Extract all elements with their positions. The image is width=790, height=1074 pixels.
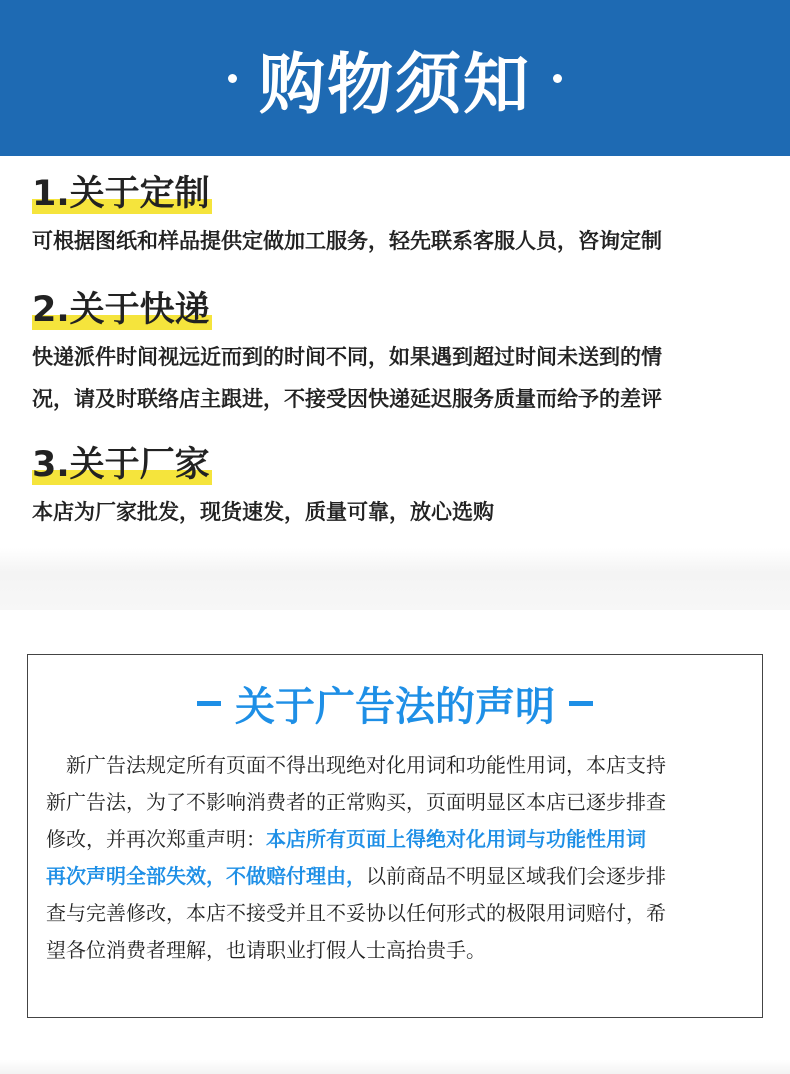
section-heading: 1.关于定制 (32, 174, 210, 214)
notice-text: 新广告法规定所有页面不得出现绝对化用词和功能性用词，本店支持 新广告法，为了不影响消费者的正常购买，页面明显区本店已逐步排查 修改，并再次郑重声明：本店所有页面上得绝对化用词与功能性用词 再次声明全部失效，不做赔付理由，以前商品不明显区域我们会逐步排 查与完善修改，本店不接受并且不妥协以任何形式的极限用词赔付，希 望各位消费者理解，也请职业打假人士高抬贵手。 (46, 747, 748, 969)
notice-line-3: 修改，并再次郑重声明：本店所有页面上得绝对化用词与功能性用词 (46, 827, 646, 851)
banner-title-group (228, 31, 562, 126)
page-title: 购物须知 (259, 45, 531, 123)
section-factory (32, 443, 762, 533)
dot-left-icon (228, 74, 237, 83)
section-delivery (32, 288, 762, 420)
emphasis-text: 再次声明全部失效，不做赔付理由， (46, 864, 366, 888)
section-text: 本店为厂家批发，现货速发，质量可靠，放心选购 (32, 500, 494, 524)
dash-right-icon (569, 701, 593, 706)
section-heading: 3.关于厂家 (32, 445, 210, 485)
section-custom (32, 172, 762, 262)
dash-left-icon (197, 701, 221, 706)
section-heading: 2.关于快递 (32, 290, 210, 330)
section-text: 可根据图纸和样品提供定做加工服务，轻先联系客服人员，咨询定制 (32, 229, 662, 253)
ad-law-notice-box (27, 654, 763, 1018)
notice-line-4: 再次声明全部失效，不做赔付理由，以前商品不明显区域我们会逐步排 (46, 864, 666, 888)
dot-right-icon (553, 74, 562, 83)
divider-band (0, 548, 790, 610)
section-text: 快递派件时间视远近而到的时间不同，如果遇到超过时间未送到的情 况，请及时联络店主跟进，不接受因快递延迟服务质量而给予的差评 (32, 345, 662, 411)
emphasis-text: 本店所有页面上得绝对化用词与功能性用词 (266, 827, 646, 851)
header-banner (0, 0, 790, 156)
bottom-shade (0, 1060, 790, 1074)
notice-title: 关于广告法的声明 (28, 675, 762, 732)
